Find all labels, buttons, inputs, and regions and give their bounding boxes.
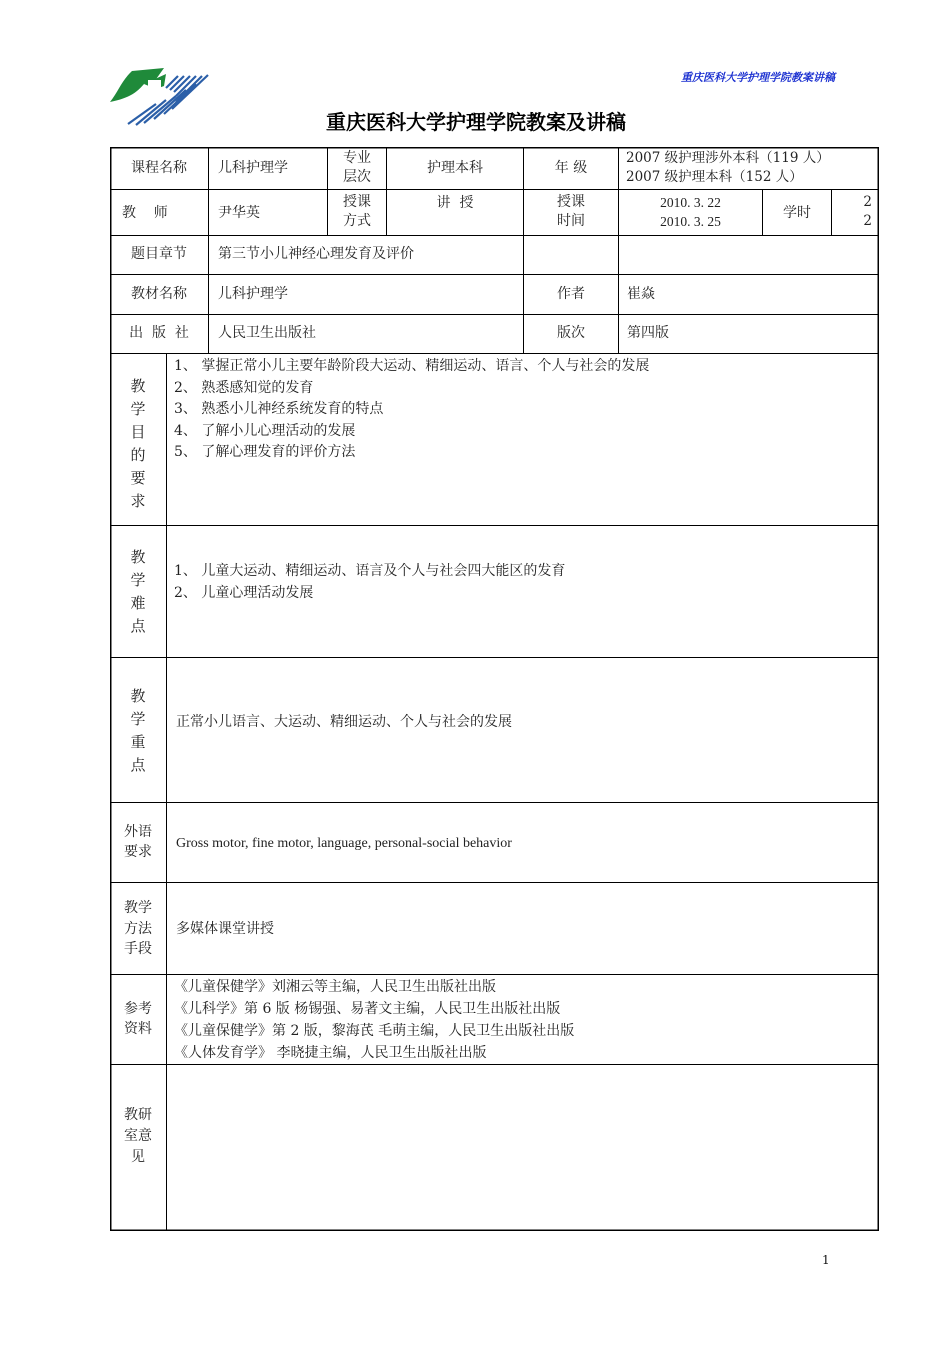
references-label <box>110 999 166 1039</box>
list-item: 2、 熟悉感知觉的发育 <box>174 379 314 396</box>
list-item: 2、 儿童心理活动发展 <box>174 584 314 601</box>
teacher-label: 教 师 <box>122 205 168 221</box>
foreign-language-label-line: 要求 <box>124 844 152 860</box>
key-points-text: 正常小儿语言、大运动、精细运动、个人与社会的发展 <box>176 714 512 730</box>
difficulties-label-char: 学 <box>130 571 146 589</box>
grade-line-2: 2007 级护理本科（152 人） <box>626 169 803 185</box>
textbook-value: 儿科护理学 <box>218 286 288 302</box>
department-opinion-label-line: 见 <box>131 1149 145 1165</box>
grade-value <box>626 149 878 187</box>
list-item: 1、 儿童大运动、精细运动、语言及个人与社会四大能区的发育 <box>174 563 566 579</box>
department-opinion-label-line: 室意 <box>124 1128 152 1144</box>
key-points-label <box>110 685 166 777</box>
foreign-language-label <box>110 822 166 862</box>
list-item: 5、 了解心理发育的评价方法 <box>174 444 356 460</box>
document-title: 重庆医科大学护理学院教案及讲稿 <box>326 110 626 134</box>
lesson-plan-table <box>110 147 879 1231</box>
major-level-label <box>328 149 386 187</box>
grade-label: 年 级 <box>554 160 588 176</box>
author-value: 崔焱 <box>627 286 655 302</box>
teaching-means-label <box>110 898 166 960</box>
page-number: 1 <box>822 1253 830 1267</box>
course-name-value: 儿科护理学 <box>218 160 288 176</box>
list-item: 3、 熟悉小儿神经系统发育的特点 <box>174 401 384 417</box>
class-hours-line-2: 2 <box>863 213 872 229</box>
publisher-value: 人民卫生出版社 <box>218 325 316 341</box>
key-points-label-char: 点 <box>130 756 146 774</box>
key-points-label-char: 学 <box>130 710 146 728</box>
list-item: 《儿科学》第 6 版 杨锡强、易著文主编，人民卫生出版社出版 <box>174 1001 561 1017</box>
teaching-means-label-line: 教学 <box>124 900 152 916</box>
topic-value: 第三节小儿神经心理发育及评价 <box>218 246 414 262</box>
key-points-label-char: 教 <box>130 687 146 705</box>
header-right-caption: 重庆医科大学护理学院教案讲稿 <box>681 71 835 84</box>
objectives-list <box>174 356 874 464</box>
topic-label: 题目章节 <box>131 246 187 262</box>
difficulties-list <box>174 561 874 604</box>
teaching-means-text: 多媒体课堂讲授 <box>176 921 274 937</box>
major-level-value: 护理本科 <box>427 160 483 176</box>
teaching-method-value: 讲 授 <box>436 195 474 211</box>
class-time-value <box>619 193 762 231</box>
foreign-language-label-line: 外语 <box>124 824 152 840</box>
major-level-label-text: 专业层次 <box>343 150 371 185</box>
department-opinion-label-line: 教研 <box>124 1107 152 1123</box>
objectives-label-char: 求 <box>130 492 146 510</box>
difficulties-label-char: 难 <box>130 594 146 612</box>
references-label-line: 资料 <box>124 1021 152 1037</box>
references-label-line: 参考 <box>124 1001 152 1017</box>
objectives-label-char: 学 <box>130 400 146 418</box>
grade-line-1: 2007 级护理涉外本科（119 人） <box>626 150 830 166</box>
teaching-method-label-text: 授课方式 <box>343 194 371 229</box>
references-list <box>174 976 874 1064</box>
department-opinion-field[interactable] <box>176 1077 866 1217</box>
class-hours-line-1: 2 <box>863 194 872 210</box>
table-borders <box>110 147 879 1231</box>
teacher-value: 尹华英 <box>218 205 260 221</box>
department-opinion-label <box>110 1105 166 1168</box>
class-hours-label: 学时 <box>783 205 811 221</box>
difficulties-label <box>110 546 166 638</box>
objectives-label <box>110 375 166 513</box>
objectives-label-char: 目 <box>130 423 146 441</box>
author-label: 作者 <box>557 286 585 302</box>
course-name-label: 课程名称 <box>131 160 187 176</box>
objectives-label-char: 的 <box>130 446 146 464</box>
publisher-label: 出 版 社 <box>129 325 189 341</box>
edition-value: 第四版 <box>627 325 669 341</box>
class-time-label-text: 授课时间 <box>557 194 585 229</box>
objectives-label-char: 教 <box>130 377 146 395</box>
list-item: 4、 了解小儿心理活动的发展 <box>174 422 356 439</box>
class-time-label <box>524 193 618 231</box>
class-time-line-1: 2010. 3. 22 <box>660 195 721 210</box>
difficulties-label-char: 点 <box>130 617 146 635</box>
list-item: 《人体发育学》 李晓捷主编，人民卫生出版社出版 <box>174 1045 487 1061</box>
teaching-means-label-line: 手段 <box>124 941 152 957</box>
class-hours-value <box>832 193 872 231</box>
objectives-label-char: 要 <box>130 469 146 487</box>
teaching-method-label <box>328 193 386 231</box>
list-item: 1、 掌握正常小儿主要年龄阶段大运动、精细运动、语言、个人与社会的发展 <box>174 358 650 374</box>
foreign-language-text: Gross motor, fine motor, language, personal-social behavior <box>176 836 512 851</box>
list-item: 《儿童保健学》第 2 版，黎海芪 毛萌主编，人民卫生出版社出版 <box>174 1023 575 1039</box>
textbook-label: 教材名称 <box>131 286 187 302</box>
key-points-label-char: 重 <box>130 733 146 751</box>
class-time-line-2: 2010. 3. 25 <box>660 214 721 229</box>
list-item: 《儿童保健学》刘湘云等主编，人民卫生出版社出版 <box>174 979 496 995</box>
difficulties-label-char: 教 <box>130 548 146 566</box>
teaching-means-label-line: 方法 <box>124 920 152 937</box>
edition-label: 版次 <box>557 325 585 341</box>
